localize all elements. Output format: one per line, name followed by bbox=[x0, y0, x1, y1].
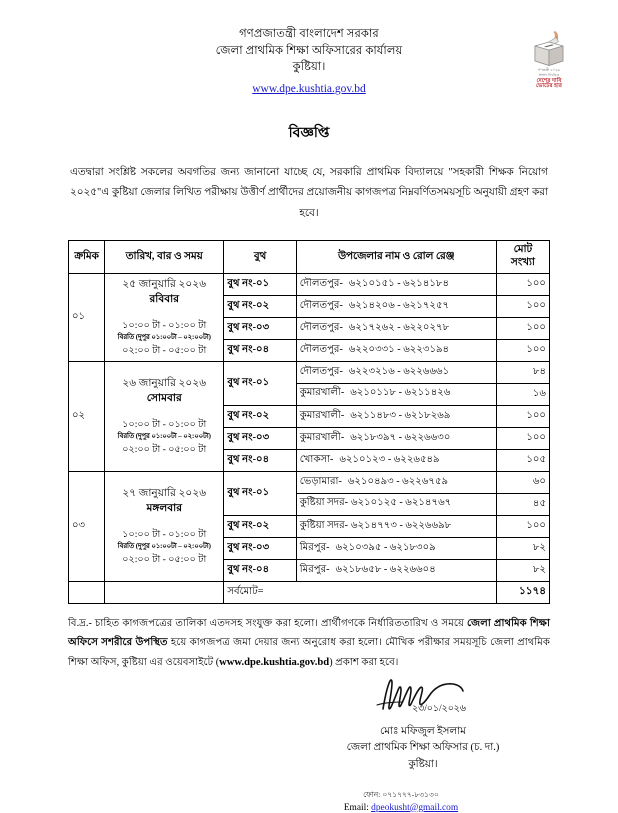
document-header bbox=[68, 26, 563, 99]
roll-range-value: ৬২১০১১৮ - ৬২১১৪২৬ bbox=[350, 387, 451, 399]
phone-number: ফোন: ০৭১৭৭৭-৮৩১৩০ bbox=[363, 789, 439, 799]
roll-range-value: ৬২১০১২৩ - ৬২২৬৫৪৯ bbox=[339, 454, 440, 466]
upazila-name: দৌলতপুর- bbox=[299, 366, 343, 378]
roll-range-value: ৬২১১৪৮৩ - ৬২১৮২৬৯ bbox=[350, 410, 451, 422]
ballot-box-logo bbox=[520, 28, 578, 90]
header-total-line2: সংখ্যা bbox=[510, 257, 535, 269]
cell-booth: বুথ নং-০১ bbox=[224, 472, 296, 516]
cell-roll-range bbox=[296, 560, 496, 582]
time-afternoon: ০২:০০ টা - ০৫:০০ টা bbox=[122, 553, 207, 565]
roll-range-value: ৬২১০৪৯৩ - ৬২২৬৭৫৯ bbox=[347, 476, 449, 488]
upazila-name: কুষ্টিয়া সদর- bbox=[299, 520, 348, 532]
upazila-name: কুমারখালী- bbox=[299, 387, 345, 399]
note-part-2: হয়ে কাগজপত্র জমা দেয়ার জন্য অনুরোধ করা হলো। মৌখিক পরীক্ষার সময়সূচি জেলা প্রাথমিক শিক্ষা অফিস, কুষ্টিয়া এর ওয়েবসাইটে ( bbox=[68, 636, 550, 668]
time-morning: ১০:০০ টা - ০১:০০ টা bbox=[122, 418, 207, 430]
page-title: বিজ্ঞপ্তি bbox=[288, 126, 330, 142]
cell-roll-range bbox=[296, 384, 496, 406]
cell-total: ১০০ bbox=[496, 296, 549, 318]
note-website-url: www.dpe.kushtia.gov.bd bbox=[219, 656, 330, 668]
cell-roll-range bbox=[296, 472, 496, 494]
grand-total-value: ১১৭৪ bbox=[496, 582, 549, 604]
roll-range-value: ৬২১০৩৯৫ - ৬২১৮৩০৯ bbox=[335, 542, 436, 554]
cell-serial: ০৩ bbox=[69, 472, 105, 582]
footer-note bbox=[68, 615, 550, 673]
roll-range-value: ৬২১৭২৬২ - ৬২২০২৭৮ bbox=[348, 322, 450, 334]
cell-booth: বুথ নং-০২ bbox=[224, 516, 296, 538]
cell-empty-date bbox=[105, 582, 224, 604]
cell-total: ১০০ bbox=[496, 340, 549, 362]
roll-range-value: ৬২১০১২৫ - ৬২১৪৭৬৭ bbox=[351, 497, 452, 509]
cell-roll-range bbox=[296, 296, 496, 318]
time-morning: ১০:০০ টা - ০১:০০ টা bbox=[122, 319, 207, 331]
upazila-name: খোকসা- bbox=[299, 454, 334, 466]
time-block bbox=[108, 319, 220, 358]
cell-booth: বুথ নং-০৩ bbox=[224, 538, 296, 560]
cell-date-time bbox=[105, 274, 224, 362]
day-value: রবিবার bbox=[149, 294, 180, 306]
cell-roll-range bbox=[296, 538, 496, 560]
cell-total: ১০৫ bbox=[496, 450, 549, 472]
email-label: Email: bbox=[343, 802, 369, 813]
email-address-link[interactable]: dpeokusht@gmail.com bbox=[371, 802, 459, 813]
time-break: বিরতি (দুপুর ০১:০০টা – ০২:০০টা) bbox=[117, 433, 211, 441]
table-row bbox=[69, 472, 550, 494]
cell-total: ৪৫ bbox=[496, 494, 549, 516]
header-total-line1: মোট bbox=[513, 244, 533, 256]
note-part-3: ) প্রকাশ করা হবে। bbox=[329, 656, 399, 668]
signature-date: ২৩/০১/২০২৬ bbox=[412, 703, 466, 714]
header-range: উপজেলার নাম ও রোল রেঞ্জ bbox=[296, 241, 496, 274]
cell-roll-range bbox=[296, 340, 496, 362]
government-name: গণপ্রজাতন্ত্রী বাংলাদেশ সরকার bbox=[239, 28, 379, 40]
roll-range-value: ৬২১০১৫১ - ৬২১৪১৮৪ bbox=[348, 278, 450, 290]
roll-range-value: ৬২২০৩৩১ - ৬২২৩১৯৪ bbox=[348, 344, 450, 356]
time-block bbox=[108, 418, 220, 457]
cell-booth: বুথ নং-০৪ bbox=[224, 450, 296, 472]
intro-paragraph: এতদ্বারা সংশ্লিষ্ট সকলের অবগতির জন্য জানানো যাচ্ছে যে, সরকারি প্রাথমিক বিদ্যালয়ে "সহকারী শিক্ষক নিয়োগ ২০২৫"এ কুষ্টিয়া জেলার লিখিত পরীক্ষায় উত্তীর্ণ প্রার্থীদের প্রয়োজনীয় কাগজপত্র নিম্নবর্ণিতসময়সূচি অনুযায়ী গ্রহণ করা হবে। bbox=[70, 167, 548, 219]
cell-booth: বুথ নং-০২ bbox=[224, 406, 296, 428]
cell-serial: ০১ bbox=[69, 274, 105, 362]
header-serial: ক্রমিক bbox=[69, 241, 105, 274]
cell-serial: ০২ bbox=[69, 362, 105, 472]
time-morning: ১০:০০ টা - ০১:০০ টা bbox=[122, 528, 207, 540]
cell-total: ৬০ bbox=[496, 472, 549, 494]
cell-total: ১০০ bbox=[496, 406, 549, 428]
cell-booth: বুথ নং-০৪ bbox=[224, 340, 296, 362]
cell-roll-range bbox=[296, 274, 496, 296]
cell-roll-range bbox=[296, 406, 496, 428]
table-body bbox=[69, 274, 550, 604]
table-row bbox=[69, 274, 550, 296]
district-name: কুষ্টিয়া। bbox=[292, 61, 326, 74]
cell-total: ১০০ bbox=[496, 274, 549, 296]
upazila-name: দৌলতপুর- bbox=[299, 322, 343, 334]
cell-roll-range bbox=[296, 516, 496, 538]
upazila-name: মিরপুর- bbox=[299, 564, 330, 576]
cell-booth: বুথ নং-০২ bbox=[224, 296, 296, 318]
table-header bbox=[69, 241, 550, 274]
email-line bbox=[276, 803, 526, 813]
roll-range-value: ৬২১৪২০৬ - ৬২১৭২৫৭ bbox=[348, 300, 450, 312]
header-total bbox=[496, 241, 549, 274]
time-afternoon: ০২:০০ টা - ০৫:০০ টা bbox=[122, 443, 207, 455]
signature-block bbox=[308, 675, 538, 774]
signatory-name: মোঃ মফিজুল ইসলাম bbox=[380, 725, 466, 737]
time-break: বিরতি (দুপুর ০১:০০টা – ০২:০০টা) bbox=[117, 334, 211, 342]
cell-roll-range bbox=[296, 450, 496, 472]
upazila-name: দৌলতপুর- bbox=[299, 300, 343, 312]
cell-total: ১০০ bbox=[496, 428, 549, 450]
upazila-name: দৌলতপুর- bbox=[299, 344, 343, 356]
cell-total: ৮৪ bbox=[496, 362, 549, 384]
date-value: ২৫ জানুয়ারি ২০২৬ bbox=[122, 279, 207, 291]
date-value: ২৭ জানুয়ারি ২০২৬ bbox=[122, 488, 207, 500]
cell-roll-range bbox=[296, 362, 496, 384]
schedule-table bbox=[68, 240, 550, 604]
upazila-name: কুমারখালী- bbox=[299, 432, 345, 444]
roll-range-value: ৬২১৮৬৫৮ - ৬২২৬৬০৪ bbox=[335, 564, 436, 576]
cell-date-time bbox=[105, 472, 224, 582]
table-header-row bbox=[69, 241, 550, 274]
cell-date-time bbox=[105, 362, 224, 472]
logo-caption-1: গণতন্ত্রী ২০২৬ bbox=[538, 68, 560, 72]
cell-total: ১৬ bbox=[496, 384, 549, 406]
header-text-block bbox=[68, 26, 550, 99]
ballot-box-icon bbox=[528, 28, 570, 68]
day-value: সোমবার bbox=[146, 393, 182, 405]
cell-booth: বুথ নং-০৩ bbox=[224, 318, 296, 340]
logo-caption-2: সংসদ নির্বাচন bbox=[538, 72, 560, 77]
upazila-name: দৌলতপুর- bbox=[299, 278, 343, 290]
upazila-name: কুষ্টিয়া সদর- bbox=[299, 497, 348, 509]
header-website-link[interactable]: www.dpe.kushtia.gov.bd bbox=[252, 83, 366, 96]
table-row bbox=[69, 362, 550, 384]
roll-range-value: ৬২১৮৩৯৭ - ৬২২৬৬৩০ bbox=[350, 432, 451, 444]
header-booth: বুথ bbox=[224, 241, 296, 274]
upazila-name: কুমারখালী- bbox=[299, 410, 345, 422]
cell-roll-range bbox=[296, 428, 496, 450]
cell-booth: বুথ নং-০৪ bbox=[224, 560, 296, 582]
cell-total: ১০০ bbox=[496, 516, 549, 538]
grand-total-row bbox=[69, 582, 550, 604]
cell-roll-range bbox=[296, 318, 496, 340]
roll-range-value: ৬২১৪৭৭৩ - ৬২২৬৬৯৮ bbox=[351, 520, 452, 532]
cell-booth: বুথ নং-০১ bbox=[224, 274, 296, 296]
logo-caption-3: দেশের দাবি bbox=[536, 77, 562, 84]
grand-total-label: সর্বমোট= bbox=[224, 582, 496, 604]
cell-booth: বুথ নং-০৩ bbox=[224, 428, 296, 450]
note-bold-emphasis: জেলা প্রাথমিক শিক্ষা অফিসে সশরীরে উপস্থিত bbox=[68, 618, 550, 648]
upazila-name: ভেড়ামারা- bbox=[299, 476, 342, 488]
cell-total: ৮২ bbox=[496, 538, 549, 560]
signatory-designation: জেলা প্রাথমিক শিক্ষা অফিসার (চ. দা.) bbox=[346, 742, 500, 754]
time-afternoon: ০২:০০ টা - ০৫:০০ টা bbox=[122, 344, 207, 356]
roll-range-value: ৬২২৩২১৬ - ৬২২৬৬৬১ bbox=[348, 366, 450, 378]
cell-roll-range bbox=[296, 494, 496, 516]
logo-caption-4: ভোটের হার bbox=[535, 83, 563, 90]
cell-total: ৮২ bbox=[496, 560, 549, 582]
cell-empty-serial bbox=[69, 582, 105, 604]
contact-block bbox=[276, 790, 526, 813]
office-name: জেলা প্রাথমিক শিক্ষা অফিসারের কার্যালয় bbox=[215, 44, 403, 57]
time-block bbox=[108, 528, 220, 567]
day-value: মঙ্গলবার bbox=[146, 503, 183, 515]
cell-total: ১০০ bbox=[496, 318, 549, 340]
cell-booth: বুথ নং-০১ bbox=[224, 362, 296, 406]
header-date: তারিখ, বার ও সময় bbox=[105, 241, 224, 274]
signatory-place: কুষ্টিয়া। bbox=[408, 758, 438, 770]
time-break: বিরতি (দুপুর ০১:০০টা – ০২:০০টা) bbox=[117, 543, 211, 551]
date-value: ২৬ জানুয়ারি ২০২৬ bbox=[122, 378, 207, 390]
upazila-name: মিরপুর- bbox=[299, 542, 330, 554]
note-part-1: বি.দ্র.- চাহিত কাগজপত্রের তালিকা এতদসহ সংযুক্ত করা হলো। প্রার্থীগণকে নির্ধারিততারিখ ও সময়ে bbox=[68, 618, 468, 630]
